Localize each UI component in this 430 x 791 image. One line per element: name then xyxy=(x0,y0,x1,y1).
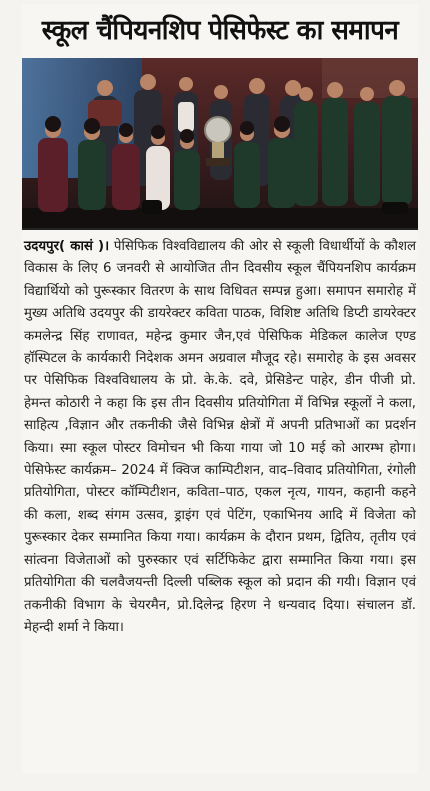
dateline: उदयपुर( कासं )। xyxy=(24,239,110,254)
article-body xyxy=(24,236,416,639)
newspaper-clipping xyxy=(22,4,418,774)
event-photo xyxy=(22,58,418,230)
headline: स्कूल चैंपियनशिप पेसिफेस्ट का समापन xyxy=(41,15,399,46)
article-text: पेसिफिक विश्वविद्यालय की ओर से स्कूली विधार्थीयों के कौशल विकास के लिए 6 जनवरी से आयोजित तीन दिवसीय स्कूल चैंपियनशिप कार्यक्रम विद्यार्थियो को पुरूस्कार वितरण के साथ विधिवत सम्पन्न हुआ। समापन समारोह में मुख्य अतिथि उदयपुर की डायरेक्टर कविता पाठक, विशिष्ट अतिथि डिप्टी डायरेक्टर कमलेन्द्र सिंह राणावत, महेन्द्र कुमार जैन,एवं पेसिफिक मेडिकल कालेज एण्ड हॉस्पिटल के कार्यकारी निदेशक अमन अग्रवाल मौजूद रहे। समारोह के इस अवसर पर पेसिफिक विश्वविधालय के प्रो. के.के. दवे, प्रेसिडेन्ट पाहेर, डीन पीजी प्रो. हेमन्त कोठारी ने कहा कि इस तीन दिवसीय प्रतियोगिता में विभिन्न स्कूलों ने कला, साहित्य ,विज्ञान और तकनीकी जैसे विभिन्न क्षेत्रों में अपनी प्रतिभाओं का प्रदर्शन किया। स्मा स्कूल पोस्टर विमोचन भी किया गाया जो 10 मई को आरम्भ होगा। पेसिफेस्ट कार्यक्रम– 2024 में क्विज काम्पिटीशन, वाद–विवाद प्रतियोगिता, रंगोली प्रतियोगिता, पोस्टर कॉम्पिटीशन, कविता–पाठ, एकल नृत्य, गायन, कहानी कहने की कला, शब्द संगम उत्सव, ड्राइंग एवं पेटिंग, एकाभिनय आदि में विजेता को पुरूस्कार देकर सम्मानित किया गया। कार्यक्रम के दौरान प्रथम, द्वितिय, तृतीय एवं सांत्वना विजेताओं को पुरुस्कार एवं सर्टिफिकेट द्वारा सम्मानित किया गया। इस प्रतियोगिता की चलवैजयन्ती दिल्ली पब्लिक स्कूल को प्रदान की गयी। विज्ञान एवं तकनीकी विभाग के चेयरमैन, प्रो.दिलेन्द्र हिरण ने धन्यवाद दिया। संचालन डॉ. मेहन्दी शर्मा ने किया। xyxy=(24,239,416,635)
